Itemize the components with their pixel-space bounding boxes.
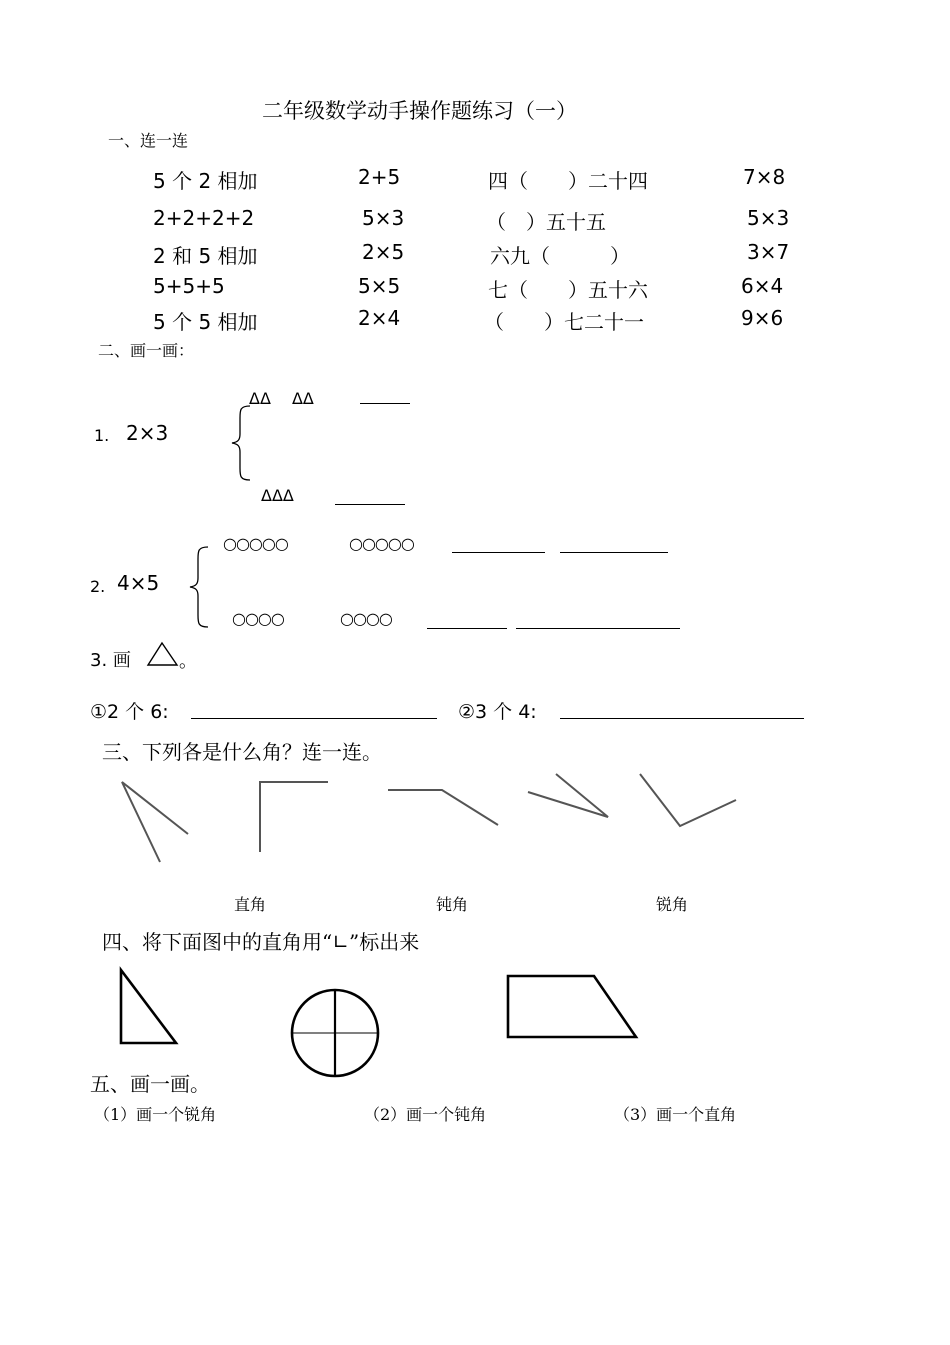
item1-number: 1. bbox=[94, 426, 110, 445]
item2-brace bbox=[188, 545, 210, 629]
col4-item: 7×8 bbox=[743, 165, 786, 189]
item1-top-blank[interactable] bbox=[360, 403, 410, 404]
col2-item: 2×4 bbox=[358, 306, 401, 330]
section3-heading: 三、下列各是什么角？连一连。 bbox=[102, 740, 382, 764]
label-obtuse-angle: 钝角 bbox=[436, 895, 469, 914]
angle-figure-3 bbox=[388, 790, 498, 825]
circle-quarters-shape bbox=[292, 990, 378, 1076]
item1-expression: 2×3 bbox=[126, 421, 169, 445]
angle-figures bbox=[110, 770, 750, 870]
item2-top-circles-2: ○○○○○ bbox=[349, 534, 414, 553]
answer-blank-3-of-4[interactable] bbox=[560, 718, 804, 719]
item3-prefix: 3. 画 bbox=[90, 650, 131, 671]
item1-brace bbox=[230, 404, 252, 482]
section4-heading: 四、将下面图中的直角用“∟”标出来 bbox=[102, 930, 420, 954]
label-acute-angle: 锐角 bbox=[656, 895, 689, 914]
col2-item: 2×5 bbox=[362, 240, 405, 264]
col4-item: 5×3 bbox=[747, 206, 790, 230]
col4-item: 6×4 bbox=[741, 274, 784, 298]
col3-item: （ ）五十五 bbox=[486, 210, 606, 234]
page-title: 二年级数学动手操作题练习（一） bbox=[262, 99, 577, 123]
item2-expression: 4×5 bbox=[117, 571, 160, 595]
item3-suffix: 。 bbox=[179, 651, 197, 672]
col2-item: 5×3 bbox=[362, 206, 405, 230]
col4-item: 9×6 bbox=[741, 306, 784, 330]
item2-bottom-blank-1[interactable] bbox=[427, 628, 507, 629]
col4-item: 3×7 bbox=[747, 240, 790, 264]
answer-blank-2-of-6[interactable] bbox=[191, 718, 437, 719]
angle-figure-4 bbox=[528, 774, 608, 817]
item2-number: 2. bbox=[90, 577, 106, 596]
trapezoid-shape bbox=[508, 976, 636, 1037]
item2-bottom-circles-2: ○○○○ bbox=[340, 609, 392, 628]
item1-bottom-triangles: ΔΔΔ bbox=[261, 486, 294, 505]
col1-item: 5 个 2 相加 bbox=[153, 169, 258, 193]
col3-item: 四（ ）二十四 bbox=[488, 169, 648, 193]
col2-item: 5×5 bbox=[358, 274, 401, 298]
item2-bottom-blank-2[interactable] bbox=[516, 628, 680, 629]
item2-top-blank-2[interactable] bbox=[560, 552, 668, 553]
section1-heading: 一、连一连 bbox=[108, 131, 189, 150]
angle-figure-2 bbox=[260, 782, 328, 852]
question-2-of-6: ①2 个 6: bbox=[90, 701, 169, 723]
section2-heading: 二、画一画： bbox=[98, 341, 195, 360]
question-3-of-4: ②3 个 4: bbox=[458, 701, 537, 723]
col3-item: 六九（ ） bbox=[490, 244, 630, 268]
col3-item: （ ）七二十一 bbox=[484, 310, 644, 334]
col1-item: 2 和 5 相加 bbox=[153, 244, 258, 268]
draw-obtuse-angle: （2）画一个钝角 bbox=[364, 1105, 487, 1124]
item2-top-circles-1: ○○○○○ bbox=[223, 534, 288, 553]
item2-top-blank-1[interactable] bbox=[452, 552, 545, 553]
draw-right-angle: （3）画一个直角 bbox=[614, 1105, 737, 1124]
item2-bottom-circles-1: ○○○○ bbox=[232, 609, 284, 628]
angle-figure-1 bbox=[122, 782, 188, 862]
label-right-angle: 直角 bbox=[234, 895, 267, 914]
right-triangle-shape bbox=[121, 970, 176, 1043]
angle-figure-5 bbox=[640, 774, 736, 826]
col1-item: 5 个 5 相加 bbox=[153, 310, 258, 334]
draw-acute-angle: （1）画一个锐角 bbox=[94, 1105, 217, 1124]
section5-heading: 五、画一画。 bbox=[90, 1072, 210, 1096]
shapes-figures bbox=[110, 960, 650, 1082]
col2-item: 2+5 bbox=[358, 165, 401, 189]
item1-bottom-blank[interactable] bbox=[335, 504, 405, 505]
triangle-icon bbox=[146, 641, 180, 667]
col3-item: 七（ ）五十六 bbox=[488, 278, 648, 302]
item1-top-triangles: ΔΔ ΔΔ bbox=[249, 389, 314, 408]
col1-item: 5+5+5 bbox=[153, 274, 225, 298]
col1-item: 2+2+2+2 bbox=[153, 206, 255, 230]
